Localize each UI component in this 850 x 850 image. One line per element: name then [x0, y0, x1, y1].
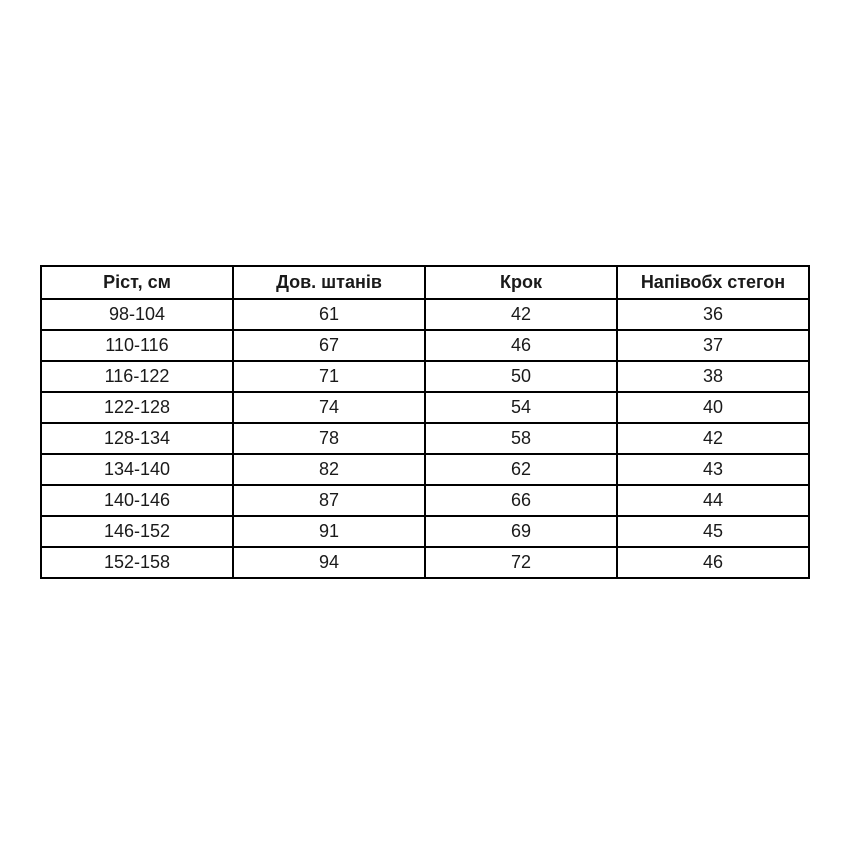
table-cell: 110-116	[41, 330, 233, 361]
table-cell: 116-122	[41, 361, 233, 392]
table-row	[41, 361, 809, 392]
table-row	[41, 392, 809, 423]
table-row	[41, 485, 809, 516]
table-cell: 69	[425, 516, 617, 547]
table-cell: 134-140	[41, 454, 233, 485]
table-cell: 61	[233, 299, 425, 330]
table-cell: 71	[233, 361, 425, 392]
table-body	[41, 299, 809, 578]
column-header-krok: Крок	[425, 266, 617, 299]
table-cell: 58	[425, 423, 617, 454]
table-row	[41, 330, 809, 361]
table-cell: 98-104	[41, 299, 233, 330]
header-row	[41, 266, 809, 299]
table-cell: 37	[617, 330, 809, 361]
table-cell: 94	[233, 547, 425, 578]
size-chart-container	[40, 265, 810, 579]
table-row	[41, 547, 809, 578]
table-row	[41, 423, 809, 454]
table-cell: 82	[233, 454, 425, 485]
size-chart-table	[40, 265, 810, 579]
table-cell: 43	[617, 454, 809, 485]
table-cell: 46	[425, 330, 617, 361]
table-cell: 42	[425, 299, 617, 330]
table-cell: 152-158	[41, 547, 233, 578]
table-row	[41, 516, 809, 547]
table-cell: 45	[617, 516, 809, 547]
column-header-rist: Ріст, см	[41, 266, 233, 299]
table-cell: 50	[425, 361, 617, 392]
table-cell: 140-146	[41, 485, 233, 516]
table-cell: 38	[617, 361, 809, 392]
table-cell: 67	[233, 330, 425, 361]
column-header-napivobkh-stehon: Напівобх стегон	[617, 266, 809, 299]
table-cell: 54	[425, 392, 617, 423]
table-cell: 40	[617, 392, 809, 423]
table-cell: 128-134	[41, 423, 233, 454]
table-cell: 46	[617, 547, 809, 578]
column-header-dov-shtaniv: Дов. штанів	[233, 266, 425, 299]
table-cell: 36	[617, 299, 809, 330]
table-cell: 91	[233, 516, 425, 547]
table-cell: 122-128	[41, 392, 233, 423]
table-header	[41, 266, 809, 299]
table-row	[41, 299, 809, 330]
table-cell: 42	[617, 423, 809, 454]
table-cell: 78	[233, 423, 425, 454]
table-cell: 72	[425, 547, 617, 578]
table-cell: 87	[233, 485, 425, 516]
table-cell: 44	[617, 485, 809, 516]
table-cell: 62	[425, 454, 617, 485]
table-row	[41, 454, 809, 485]
table-cell: 74	[233, 392, 425, 423]
table-cell: 146-152	[41, 516, 233, 547]
table-cell: 66	[425, 485, 617, 516]
